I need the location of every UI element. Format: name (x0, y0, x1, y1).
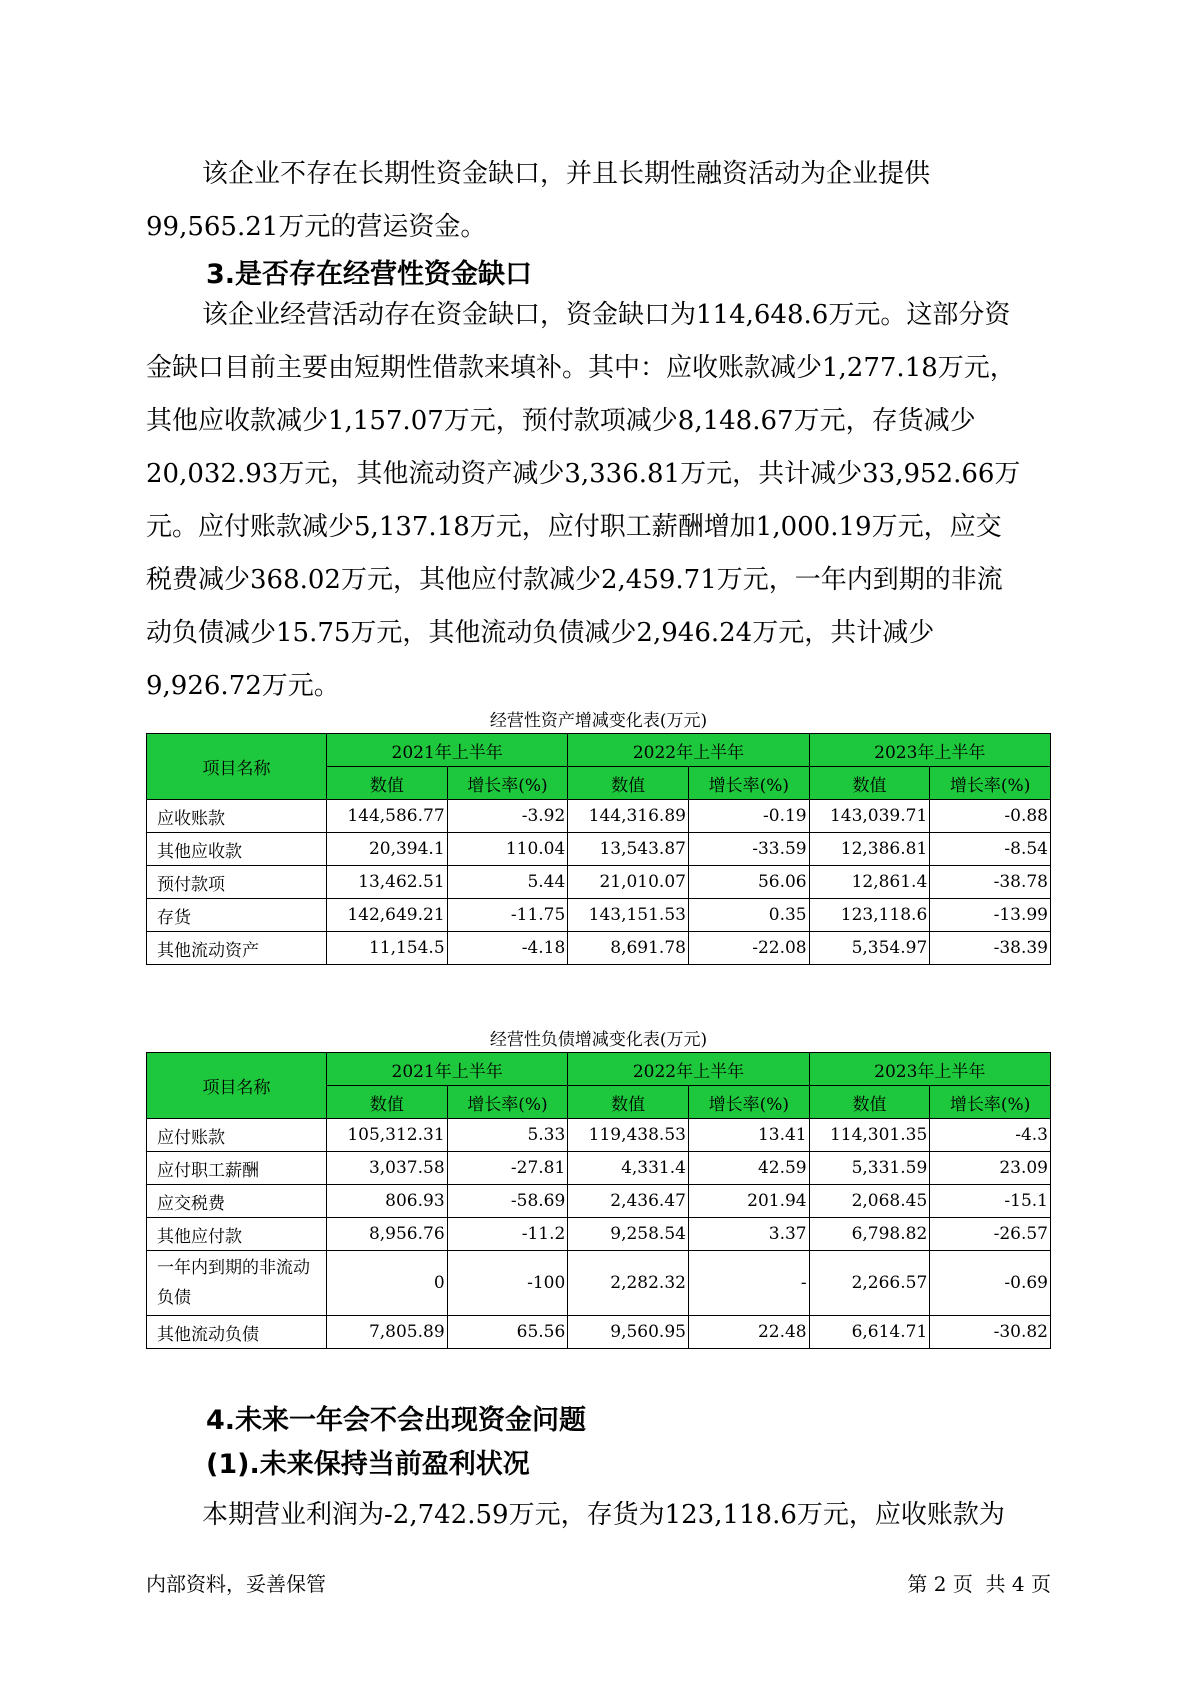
table-cell: 105,312.31 (327, 1119, 448, 1152)
table-cell: -8.54 (930, 833, 1051, 866)
table-cell: 144,586.77 (327, 800, 448, 833)
growth-header: 增长率(%) (930, 1086, 1051, 1119)
table-cell: 56.06 (688, 866, 809, 899)
paragraph-long-term-funding (146, 148, 1051, 254)
paragraph-operating-profit (146, 1489, 1051, 1542)
value-header: 数值 (568, 1086, 689, 1119)
row-label: 应收账款 (147, 800, 327, 833)
table-cell: 42.59 (688, 1152, 809, 1185)
table-cell: 13.41 (688, 1119, 809, 1152)
row-label: 其他流动资产 (147, 932, 327, 965)
growth-header: 增长率(%) (447, 1086, 568, 1119)
table-cell: -0.69 (930, 1251, 1051, 1316)
table-cell: 5,331.59 (809, 1152, 930, 1185)
value-header: 数值 (327, 767, 448, 800)
row-label: 其他应付款 (147, 1218, 327, 1251)
growth-header: 增长率(%) (688, 1086, 809, 1119)
table-cell: 20,394.1 (327, 833, 448, 866)
table-cell: 3.37 (688, 1218, 809, 1251)
paragraph-operating-gap (146, 289, 1051, 713)
table-cell: 0.35 (688, 899, 809, 932)
table-cell: -0.19 (688, 800, 809, 833)
paragraph-line: 其他应收款减少1,157.07万元，预付款项减少8,148.67万元，存货减少 (146, 406, 976, 436)
table-cell: -3.92 (447, 800, 568, 833)
table-cell: 21,010.07 (568, 866, 689, 899)
table-cell: 3,037.58 (327, 1152, 448, 1185)
paragraph-line: 该企业不存在长期性资金缺口，并且长期性融资活动为企业提供 (202, 159, 931, 189)
table-cell: 22.48 (688, 1316, 809, 1349)
period-header: 2021年上半年 (327, 734, 568, 767)
table-cell: 9,560.95 (568, 1316, 689, 1349)
table-cell: -27.81 (447, 1152, 568, 1185)
table-cell: 110.04 (447, 833, 568, 866)
footer-confidential-note: 内部资料，妥善保管 (146, 1572, 326, 1596)
paragraph-line: 99,565.21万元的营运资金。 (146, 212, 487, 242)
table-cell: 806.93 (327, 1185, 448, 1218)
table-row (147, 1119, 1051, 1152)
table-cell: -38.78 (930, 866, 1051, 899)
table-cell: 2,436.47 (568, 1185, 689, 1218)
liabilities-change-table (146, 1052, 1051, 1349)
value-header: 数值 (809, 1086, 930, 1119)
paragraph-line: 元。应付账款减少5,137.18万元，应付职工薪酬增加1,000.19万元，应交 (146, 512, 1002, 542)
period-header: 2023年上半年 (809, 734, 1050, 767)
footer-page-number: 第 2 页 共 4 页 (907, 1572, 1051, 1596)
table-cell: 11,154.5 (327, 932, 448, 965)
paragraph-line: 金缺口目前主要由短期性借款来填补。其中：应收账款减少1,277.18万元， (146, 353, 1016, 383)
table-row (147, 1185, 1051, 1218)
table-cell: 114,301.35 (809, 1119, 930, 1152)
table-cell: 2,068.45 (809, 1185, 930, 1218)
table-cell: 0 (327, 1251, 448, 1316)
table-cell: 13,543.87 (568, 833, 689, 866)
table-row (147, 800, 1051, 833)
paragraph-line: 本期营业利润为-2,742.59万元，存货为123,118.6万元，应收账款为 (202, 1500, 1005, 1530)
table-row (147, 932, 1051, 965)
table-cell: -30.82 (930, 1316, 1051, 1349)
growth-header: 增长率(%) (688, 767, 809, 800)
table-cell: 9,258.54 (568, 1218, 689, 1251)
paragraph-line: 税费减少368.02万元，其他应付款减少2,459.71万元，一年内到期的非流 (146, 565, 1003, 595)
table-row (147, 1152, 1051, 1185)
table-cell: 143,039.71 (809, 800, 930, 833)
row-label: 其他流动负债 (147, 1316, 327, 1349)
row-label: 存货 (147, 899, 327, 932)
table-cell: 143,151.53 (568, 899, 689, 932)
table-cell: -4.3 (930, 1119, 1051, 1152)
row-label: 其他应收款 (147, 833, 327, 866)
assets-change-table (146, 733, 1051, 965)
table-cell: 8,956.76 (327, 1218, 448, 1251)
value-header: 数值 (568, 767, 689, 800)
section-heading-operating-gap: 3.是否存在经营性资金缺口 (206, 259, 533, 290)
table-cell: 144,316.89 (568, 800, 689, 833)
table-cell: -11.2 (447, 1218, 568, 1251)
table-cell: -4.18 (447, 932, 568, 965)
table-cell: -15.1 (930, 1185, 1051, 1218)
period-header: 2022年上半年 (568, 734, 809, 767)
table-caption-assets: 经营性资产增减变化表(万元) (489, 711, 708, 731)
paragraph-line: 9,926.72万元。 (146, 671, 340, 701)
period-header: 2023年上半年 (809, 1053, 1050, 1086)
subsection-heading-current-profit: (1).未来保持当前盈利状况 (206, 1449, 530, 1480)
paragraph-line: 该企业经营活动存在资金缺口，资金缺口为114,648.6万元。这部分资 (202, 300, 1011, 330)
table-cell: -58.69 (447, 1185, 568, 1218)
growth-header: 增长率(%) (930, 767, 1051, 800)
table-cell: 2,266.57 (809, 1251, 930, 1316)
table-row (147, 899, 1051, 932)
table-cell: 65.56 (447, 1316, 568, 1349)
table-row (147, 833, 1051, 866)
table-cell: 123,118.6 (809, 899, 930, 932)
table-cell: - (688, 1251, 809, 1316)
table-cell: 8,691.78 (568, 932, 689, 965)
table-row (147, 1316, 1051, 1349)
table-cell: 5.44 (447, 866, 568, 899)
table-caption-liabilities: 经营性负债增减变化表(万元) (489, 1030, 708, 1050)
table-cell: 13,462.51 (327, 866, 448, 899)
table-cell: 6,798.82 (809, 1218, 930, 1251)
value-header: 数值 (327, 1086, 448, 1119)
table-cell: 201.94 (688, 1185, 809, 1218)
table-cell: -13.99 (930, 899, 1051, 932)
row-label: 一年内到期的非流动负债 (147, 1251, 327, 1316)
table-cell: -38.39 (930, 932, 1051, 965)
paragraph-line: 动负债减少15.75万元，其他流动负债减少2,946.24万元，共计减少 (146, 618, 935, 648)
period-header: 2021年上半年 (327, 1053, 568, 1086)
table-cell: -33.59 (688, 833, 809, 866)
table-cell: 12,861.4 (809, 866, 930, 899)
paragraph-line: 20,032.93万元，其他流动资产减少3,336.81万元，共计减少33,952.66万 (146, 459, 1021, 489)
table-cell: 142,649.21 (327, 899, 448, 932)
value-header: 数值 (809, 767, 930, 800)
table-cell: 7,805.89 (327, 1316, 448, 1349)
table-cell: -100 (447, 1251, 568, 1316)
section-heading-funding-outlook: 4.未来一年会不会出现资金问题 (206, 1405, 587, 1436)
item-name-header: 项目名称 (147, 734, 327, 800)
table-cell: 119,438.53 (568, 1119, 689, 1152)
table-cell: 6,614.71 (809, 1316, 930, 1349)
item-name-header: 项目名称 (147, 1053, 327, 1119)
period-header: 2022年上半年 (568, 1053, 809, 1086)
row-label: 预付款项 (147, 866, 327, 899)
row-label: 应交税费 (147, 1185, 327, 1218)
row-label: 应付职工薪酬 (147, 1152, 327, 1185)
table-row (147, 866, 1051, 899)
table-cell: -26.57 (930, 1218, 1051, 1251)
table-cell: -22.08 (688, 932, 809, 965)
growth-header: 增长率(%) (447, 767, 568, 800)
table-cell: -0.88 (930, 800, 1051, 833)
table-cell: -11.75 (447, 899, 568, 932)
table-cell: 23.09 (930, 1152, 1051, 1185)
table-row (147, 1218, 1051, 1251)
table-cell: 2,282.32 (568, 1251, 689, 1316)
row-label: 应付账款 (147, 1119, 327, 1152)
table-cell: 5,354.97 (809, 932, 930, 965)
table-row (147, 1251, 1051, 1316)
table-cell: 4,331.4 (568, 1152, 689, 1185)
table-cell: 12,386.81 (809, 833, 930, 866)
table-cell: 5.33 (447, 1119, 568, 1152)
